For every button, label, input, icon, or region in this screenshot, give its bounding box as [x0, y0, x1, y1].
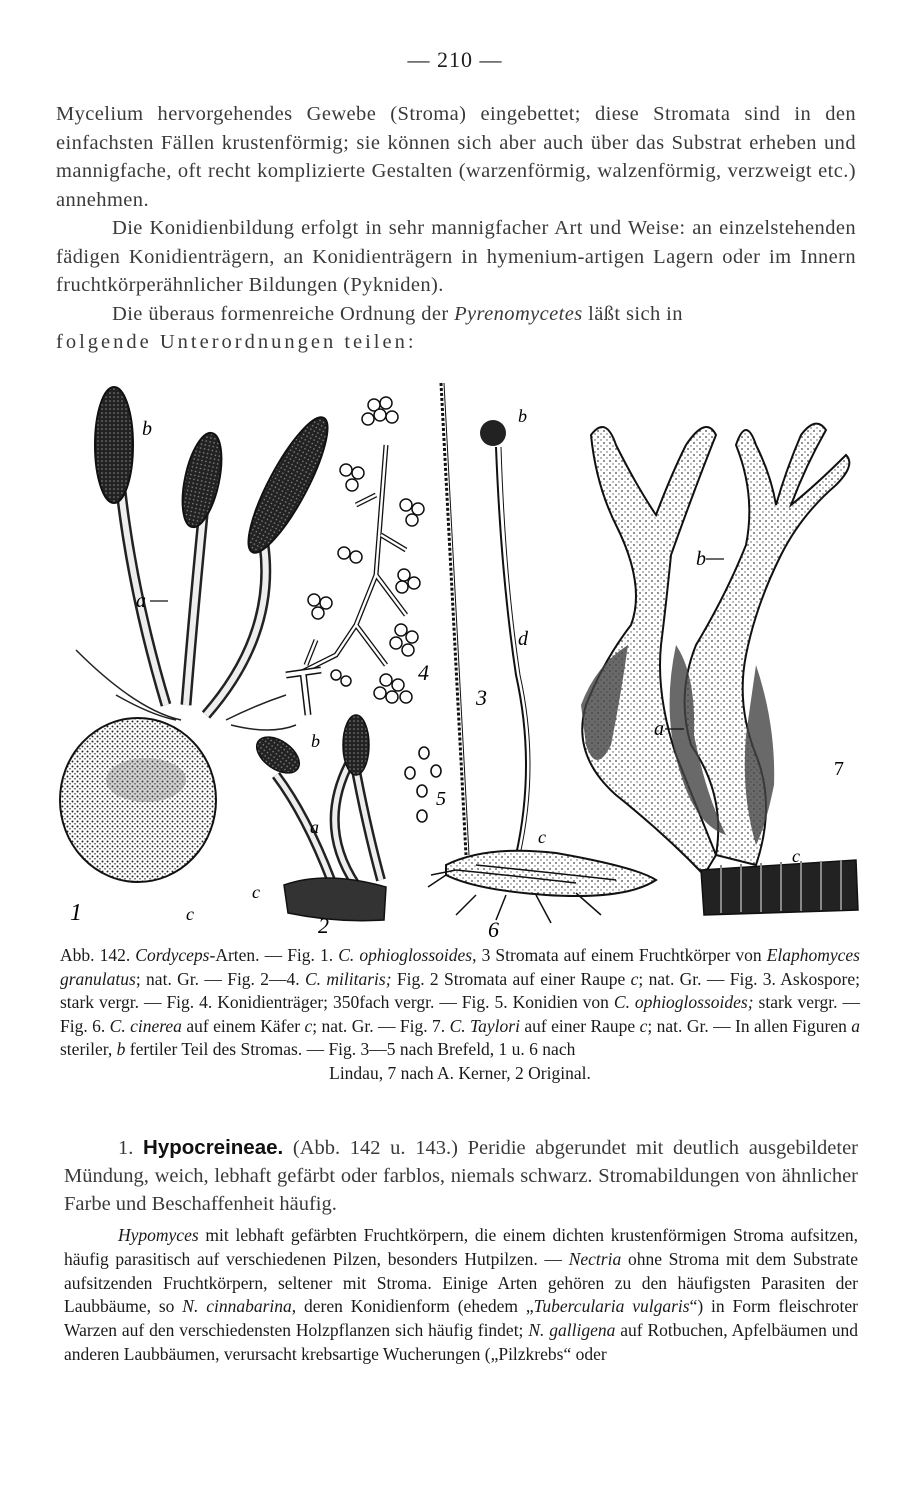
small-paragraph [64, 1224, 858, 1367]
caption-text-run: auf einem Käfer [181, 1015, 305, 1036]
caption-text-run: Abb. 142. [60, 945, 136, 965]
caption-italic-run: C. ophioglossoides [338, 945, 473, 965]
small-text-run: auf Rotbuchen, Apfelbäumen und anderen Laubbäumen, verursacht krebsartige Wucherungen („Pilzkrebs“ oder [64, 1320, 858, 1364]
intro-paragraph-2: Die Konidienbildung erfolgt in sehr mannigfacher Art und Weise: an einzelstehenden fädigen Konidienträgern, an Konidienträgern in hymenium-artigen Lagern oder im Innern fruchtkörperähnlicher Bildungen (Pykniden). [56, 217, 856, 296]
caption-text-run: Fig. 2 Stromata auf einer Raupe [391, 968, 631, 989]
section-paragraph [64, 1134, 858, 1218]
caption-text-run: auf einer Raupe [519, 1015, 640, 1036]
intro-paragraph-1: Mycelium hervorgehendes Gewebe (Stroma) eingebettet; diese Stromata sind in den einfachsten Fällen krustenförmig; sie können sich aber auch über das Substrat erheben und mannigfache, oft recht komplizierte Gestalten (warzenförmig, walzenförmig, verzweigt etc.) annehmen. [56, 103, 856, 211]
figure-illustration [56, 375, 860, 940]
fig3-ascospore [441, 383, 469, 855]
caption-italic-run: C. ophioglossoides; [613, 992, 754, 1012]
small-print-paragraph [64, 1224, 858, 1367]
fig7-label-c: c [792, 846, 800, 866]
caption-italic-run: C. cinerea [109, 1015, 182, 1036]
fig7-cordyceps-taylori [581, 424, 858, 915]
caption-italic-run: b [116, 1039, 126, 1059]
caption-italic-run: C. Taylori [449, 1015, 520, 1036]
fig5-conidia [405, 747, 441, 822]
caption-italic-run: a [851, 1015, 860, 1036]
genus-nectria: Nectria [568, 1248, 622, 1269]
fig6-label-d: d [518, 628, 528, 650]
fig5-number: 5 [436, 788, 446, 810]
order-name: Pyrenomycetes [454, 302, 583, 325]
species-tubercularia: Tubercularia vulgaris [533, 1296, 690, 1317]
caption-italic-run: C. militaris; [304, 968, 392, 989]
small-text-run: , deren Konidienform (ehedem „ [291, 1296, 534, 1317]
species-cinnabarina: N. cinnabarina [182, 1296, 292, 1317]
caption-text-run: -Arten. — Fig. 1. [209, 945, 339, 965]
fig2-label-a: a [310, 817, 319, 837]
fig1-label-a: a [136, 590, 146, 612]
caption-italic-run: Cordyceps [135, 945, 210, 965]
caption-italic-run: c [304, 1015, 313, 1036]
fig7-label-a: a [654, 718, 664, 740]
intro-text-run: läßt sich in [582, 302, 683, 325]
small-text-run: mit lebhaft gefärbten Fruchtkörpern, die einem dichten krustenförmigen Stroma aufsitzen, häufig parasitisch auf verschiedenen Pilzen, besonders Hutpilzen. — [64, 1225, 858, 1269]
caption-text-run: , 3 Stromata auf einem Fruchtkörper von [472, 945, 767, 965]
fig2-label-c: c [252, 882, 260, 902]
figure-caption [60, 944, 860, 1085]
caption-text-run: ; nat. Gr. — Fig. 2—4. [135, 968, 305, 989]
fig1-label-c: c [186, 904, 194, 924]
genus-hypomyces: Hypomyces [118, 1225, 199, 1245]
caption-text-run: ; nat. Gr. — Fig. 7. [312, 1015, 450, 1036]
caption-text-run: ; nat. Gr. — In allen Figuren [647, 1015, 852, 1036]
fig6-number: 6 [488, 917, 499, 940]
caption-text-run: stark vergr. — Fig. 6. [60, 992, 860, 1036]
intro-paragraph-3 [56, 300, 856, 357]
fig2-cordyceps-militaris [250, 715, 386, 938]
small-text-run: ohne Stroma mit dem Substrate aufsitzenden Fruchtkörpern, seltener mit Stroma. Einige Arten gehören zu den häufigsten Parasiten der Laubbäume, so [64, 1248, 858, 1317]
fig4-number: 4 [418, 660, 429, 685]
fig7-number: 7 [834, 758, 844, 780]
small-text-run: “) in Form fleischroter Warzen auf den verschiedensten Holzpflanzen sich häufig findet; [64, 1296, 858, 1341]
fig3-number: 3 [476, 685, 487, 710]
intro-spaced-line: folgende Unterordnungen teilen: [56, 331, 417, 353]
caption-italic-run: c [630, 968, 639, 989]
section-text: (Abb. 142 u. 143.) Peridie abgerundet mit deutlich ausgebildeter Mündung, weich, lebhaft gefärbt oder farblos, niemals schwarz. Stromabildungen von ähnlicher Farbe und Beschaffenheit häufig. [64, 1137, 858, 1215]
caption-italic-run: Elaphomyces granulatus [60, 945, 860, 989]
fig2-number: 2 [318, 913, 329, 938]
intro-text-run: Die überaus formenreiche Ordnung der [112, 302, 455, 325]
section-heading: Hypocreineae. [143, 1136, 284, 1159]
caption-text-run: fertiler Teil des Stromas. — Fig. 3—5 nach Brefeld, 1 u. 6 nach [125, 1039, 576, 1059]
section-hypocreineae [64, 1134, 858, 1218]
fig1-label-b: b [142, 418, 152, 440]
cordyceps-drawing [56, 375, 860, 940]
fig6-label-c: c [538, 827, 546, 847]
section-number: 1. [118, 1137, 144, 1159]
caption-last-line: Lindau, 7 nach A. Kerner, 2 Original. [329, 1062, 591, 1083]
caption-italic-run: c [639, 1015, 648, 1036]
fig6-label-b: b [518, 406, 527, 426]
intro-text [56, 100, 856, 357]
page-number: — 210 — [407, 47, 503, 72]
fig2-label-b: b [311, 731, 320, 751]
caption-text-run: steriler, [60, 1039, 117, 1059]
fig1-cordyceps-ophioglossoides [60, 387, 340, 926]
caption-text-run: ; nat. Gr. — Fig. 3. Askospore; stark vergr. — Fig. 4. Konidienträger; 350fach vergr. — Fig. 5. Konidien von [60, 968, 860, 1012]
fig1-number: 1 [70, 900, 82, 926]
fig7-label-b: b [696, 548, 706, 570]
species-galligena: N. galligena [528, 1320, 616, 1341]
